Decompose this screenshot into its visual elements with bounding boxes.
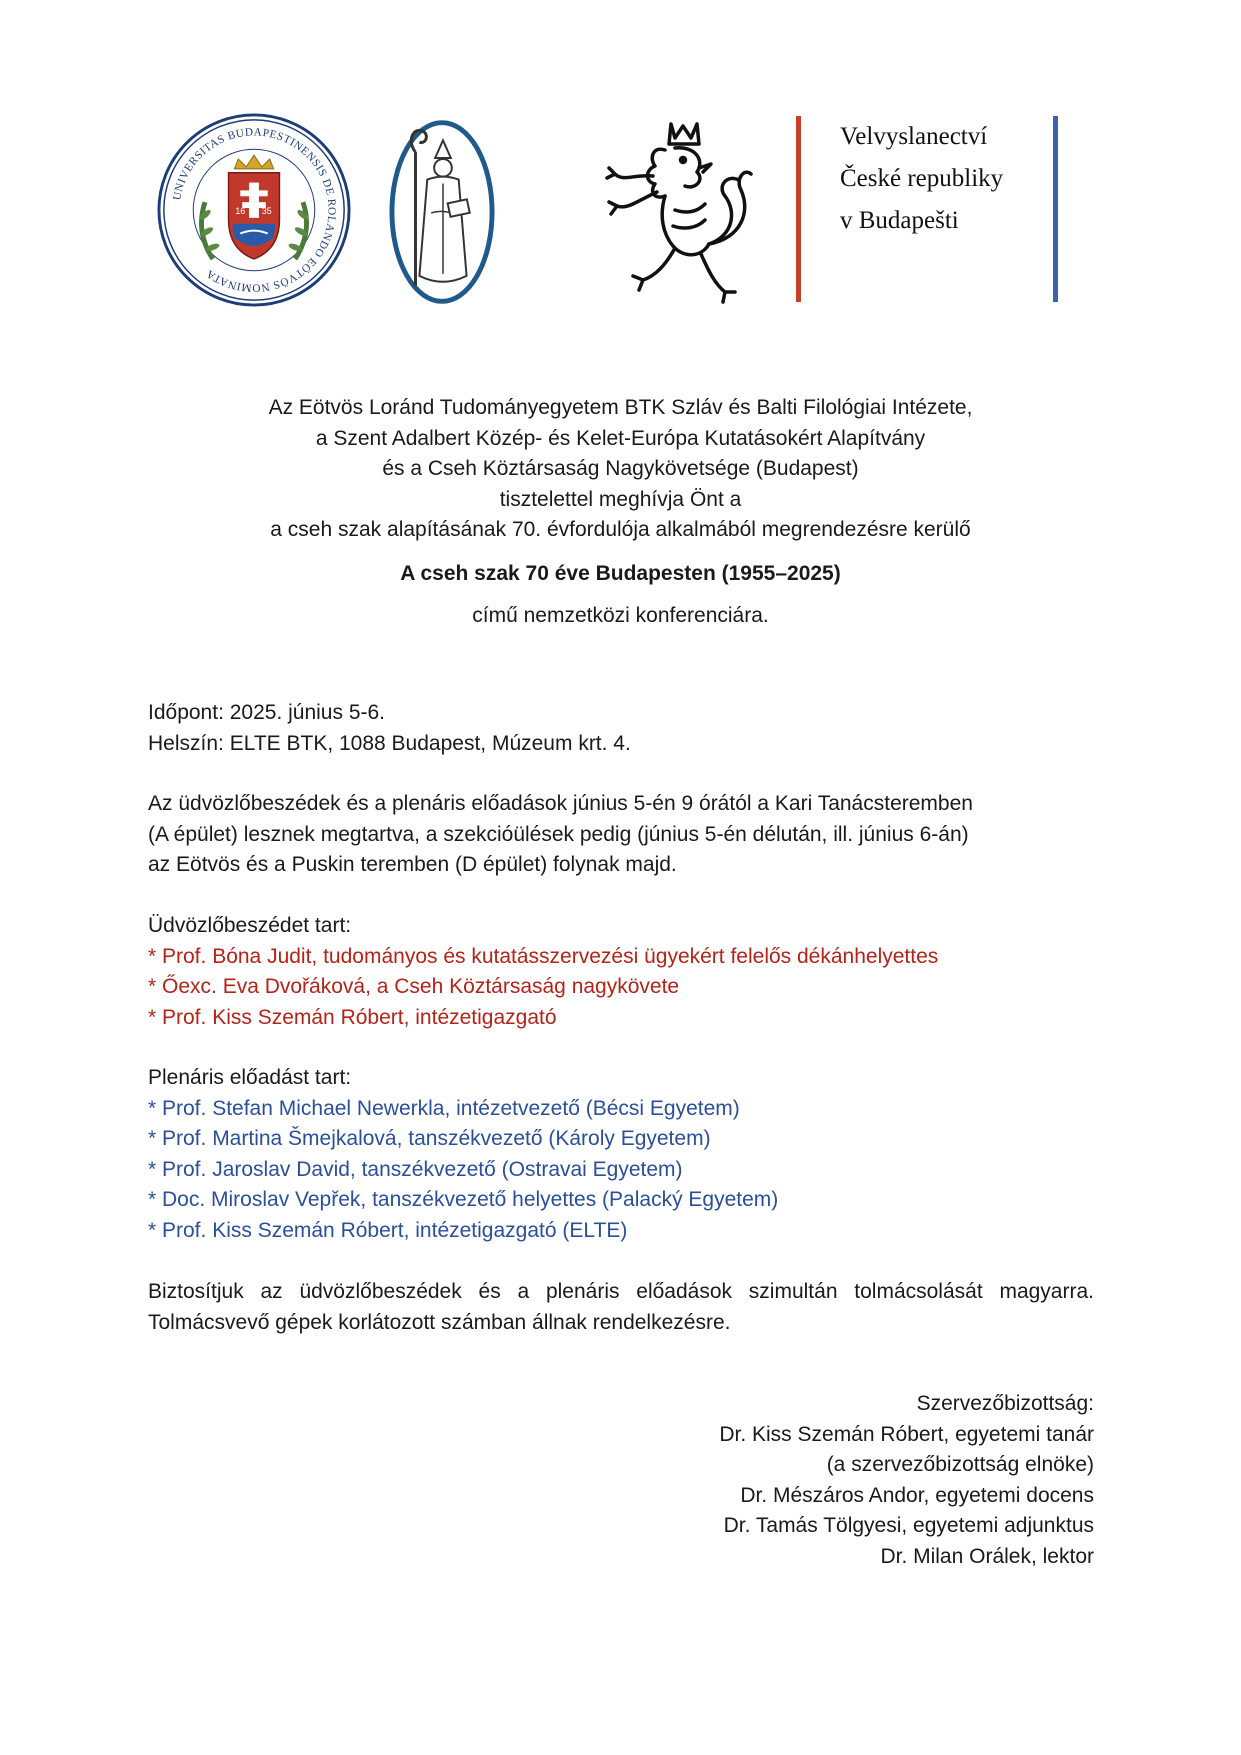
committee-member: Dr. Kiss Szemán Róbert, egyetemi tanár [719, 1422, 1094, 1446]
plenary-speaker-item: * Doc. Miroslav Vepřek, tanszékvezető helyettes (Palacký Egyetem) [148, 1188, 779, 1211]
elte-seal-logo [156, 112, 352, 308]
welcome-heading: Üdvözlőbeszédet tart: [148, 914, 352, 937]
svg-text:35: 35 [261, 205, 272, 216]
committee-member: Dr. Tamás Tölgyesi, egyetemi adjunktus [723, 1514, 1094, 1537]
welcome-speakers [148, 911, 1094, 1033]
intro-line: és a Cseh Köztársaság Nagykövetsége (Budapest) [382, 457, 859, 480]
czech-lion-emblem [605, 116, 755, 306]
welcome-speaker-item: * Prof. Kiss Szemán Róbert, intézetigazgató [148, 1005, 557, 1029]
plenary-speaker-item: * Prof. Stefan Michael Newerkla, intézetvezető (Bécsi Egyetem) [148, 1096, 740, 1120]
intro-line: a cseh szak alapításának 70. évfordulója alkalmából megrendezésre kerülő [270, 518, 971, 541]
svg-text:UNIVERSITAS BUDAPESTINENSIS DE: UNIVERSITAS BUDAPESTINENSIS DE ROLANDO EÖTVÖS NOMINATA [171, 126, 338, 294]
conference-title: A cseh szak 70 éve Budapesten (1955–2025) [400, 562, 841, 585]
committee-member: Dr. Mészáros Andor, egyetemi docens [740, 1483, 1094, 1507]
committee-member-role: (a szervezőbizottság elnöke) [826, 1453, 1094, 1476]
saint-adalbert-logo [388, 118, 496, 306]
intro-line: a Szent Adalbert Közép- és Kelet-Európa Kutatásokért Alapítvány [315, 426, 926, 450]
intro-line: tisztelettel meghívja Önt a [499, 487, 742, 511]
event-details [148, 698, 1094, 759]
schedule-line: Az üdvözlőbeszédek és a plenáris előadások június 5-én 9 órától a Kari Tanácsteremben [148, 792, 973, 815]
embassy-line-3: v Budapešti [840, 207, 959, 234]
plenary-speakers [148, 1063, 1094, 1246]
blue-divider-bar [1053, 116, 1058, 302]
header-logos [0, 100, 1241, 320]
welcome-speaker-item: * Prof. Bóna Judit, tudományos és kutatásszervezési ügyekért felelős dékánhelyettes [148, 944, 939, 968]
schedule-line: az Eötvös és a Puskin teremben (D épület) folynak majd. [148, 853, 677, 876]
schedule-line: (A épület) lesznek megtartva, a szekcióülések pedig (június 5-én délután, ill. június 6-án) [148, 822, 969, 846]
interpreting-note [148, 1277, 1094, 1338]
plenary-heading: Plenáris előadást tart: [148, 1066, 352, 1089]
plenary-speaker-item: * Prof. Jaroslav David, tanszékvezető (Ostravai Egyetem) [148, 1157, 683, 1181]
red-divider-bar [796, 116, 801, 302]
intro-line: Az Eötvös Loránd Tudományegyetem BTK Szláv és Balti Filológiai Intézete, [268, 396, 973, 419]
event-date: Időpont: 2025. június 5-6. [148, 701, 386, 724]
embassy-line-2: České republiky [840, 165, 1004, 192]
plenary-speaker-item: * Prof. Kiss Szemán Róbert, intézetigazgató (ELTE) [148, 1218, 628, 1242]
organizing-committee [719, 1389, 1094, 1572]
invitation-intro [0, 393, 1241, 546]
svg-text:16: 16 [235, 205, 246, 216]
event-place: Helszín: ELTE BTK, 1088 Budapest, Múzeum krt. 4. [148, 731, 631, 755]
embassy-line-1: Velvyslanectví [840, 123, 988, 150]
conference-subtitle: című nemzetközi konferenciára. [472, 604, 769, 627]
plenary-speaker-item: * Prof. Martina Šmejkalová, tanszékvezető (Károly Egyetem) [148, 1127, 711, 1150]
committee-member: Dr. Milan Orálek, lektor [880, 1544, 1094, 1568]
interpreting-text: Biztosítjuk az üdvözlőbeszédek és a plenáris előadások szimultán tolmácsolását magyarra. Tolmácsvevő gépek korlátozott számban állnak rendelkezésre. [148, 1280, 1094, 1334]
embassy-name [840, 116, 1003, 242]
committee-heading: Szervezőbizottság: [916, 1392, 1094, 1415]
schedule-paragraph [148, 789, 1094, 881]
welcome-speaker-item: * Őexc. Eva Dvořáková, a Cseh Köztársaság nagykövete [148, 975, 680, 998]
